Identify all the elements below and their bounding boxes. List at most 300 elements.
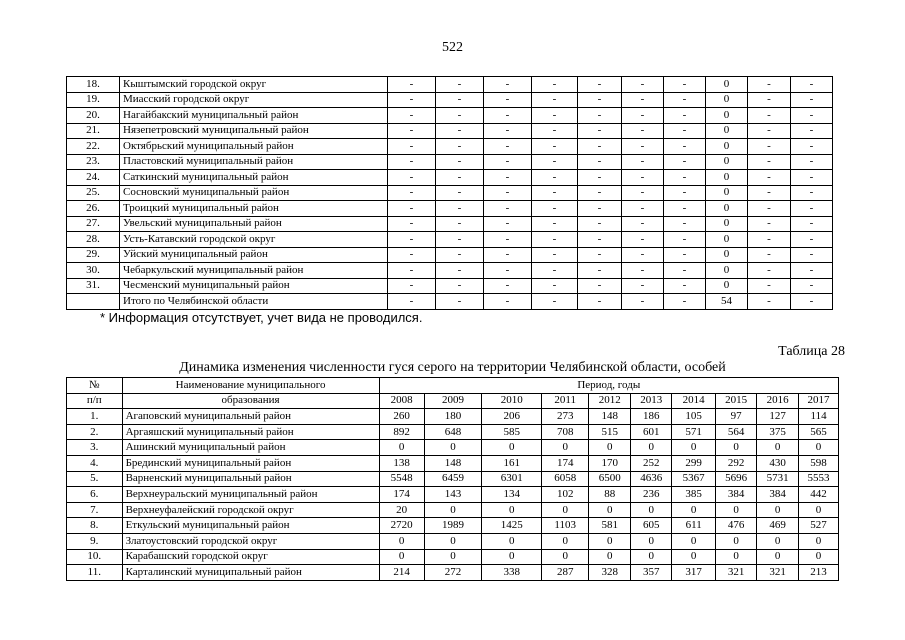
row-value: 708 [542, 424, 589, 440]
row-value: 0 [589, 533, 631, 549]
row-value: - [791, 201, 833, 217]
year-header: 2014 [672, 393, 716, 409]
row-value: 5731 [757, 471, 799, 487]
year-header: 2011 [542, 393, 589, 409]
row-value: - [532, 294, 578, 310]
row-value: - [622, 185, 664, 201]
row-value: - [388, 77, 436, 93]
row-number: 22. [67, 139, 120, 155]
row-value: - [484, 77, 532, 93]
row-value: - [664, 139, 706, 155]
row-value: - [388, 185, 436, 201]
row-value: 0 [706, 201, 748, 217]
row-name: Нязепетровский муниципальный район [120, 123, 388, 139]
row-value: - [436, 263, 484, 279]
row-value: - [532, 232, 578, 248]
row-value: - [532, 247, 578, 263]
row-value: 565 [799, 424, 839, 440]
row-value: - [748, 216, 791, 232]
row-value: - [436, 92, 484, 108]
row-number: 23. [67, 154, 120, 170]
row-value: - [532, 170, 578, 186]
row-value: 127 [757, 409, 799, 425]
table-row [67, 154, 833, 170]
row-number: 31. [67, 278, 120, 294]
row-value: - [532, 108, 578, 124]
row-value: - [532, 77, 578, 93]
row-value: - [791, 77, 833, 93]
row-number: 18. [67, 77, 120, 93]
header-num-cell-2 [67, 393, 123, 409]
row-value: - [791, 170, 833, 186]
table-row [67, 549, 839, 565]
row-number: 4. [67, 455, 123, 471]
row-value: - [791, 123, 833, 139]
row-value: - [748, 170, 791, 186]
row-value: 571 [672, 424, 716, 440]
row-value: - [436, 278, 484, 294]
row-value: - [484, 278, 532, 294]
row-value: - [791, 294, 833, 310]
row-value: 430 [757, 455, 799, 471]
row-value: - [664, 201, 706, 217]
row-value: 6301 [482, 471, 542, 487]
row-value: - [484, 232, 532, 248]
row-name: Увельский муниципальный район [120, 216, 388, 232]
row-value: 0 [706, 216, 748, 232]
row-value: 5548 [379, 471, 424, 487]
table-row [67, 502, 839, 518]
header-period: Период, годы [379, 378, 838, 394]
row-name: Сосновский муниципальный район [120, 185, 388, 201]
table-row [67, 424, 839, 440]
row-value: 252 [631, 455, 672, 471]
row-number: 9. [67, 533, 123, 549]
row-value: 0 [706, 77, 748, 93]
row-value: - [388, 201, 436, 217]
row-value: 138 [379, 455, 424, 471]
row-value: - [791, 216, 833, 232]
row-name: Троицкий муниципальный район [120, 201, 388, 217]
row-value: - [388, 216, 436, 232]
row-value: 605 [631, 518, 672, 534]
row-value: 1989 [424, 518, 482, 534]
row-value: 0 [424, 533, 482, 549]
row-value: - [532, 154, 578, 170]
row-value: 0 [631, 533, 672, 549]
row-name: Усть-Катавский городской округ [120, 232, 388, 248]
row-value: 20 [379, 502, 424, 518]
row-name: Верхнеуральский муниципальный район [122, 487, 379, 503]
row-value: 648 [424, 424, 482, 440]
row-value: 0 [379, 533, 424, 549]
row-value: - [484, 170, 532, 186]
row-value: 5696 [716, 471, 757, 487]
row-value: - [484, 185, 532, 201]
row-value: 321 [716, 565, 757, 581]
row-value: 0 [542, 533, 589, 549]
header-name-line1: Наименование муниципального [175, 378, 326, 391]
row-value: 148 [424, 455, 482, 471]
row-value: - [436, 185, 484, 201]
row-value: - [664, 170, 706, 186]
row-value: 102 [542, 487, 589, 503]
row-value: - [532, 278, 578, 294]
row-value: 317 [672, 565, 716, 581]
table-row [67, 409, 839, 425]
header-num-cell [67, 378, 123, 394]
row-name: Варненский муниципальный район [122, 471, 379, 487]
row-value: 0 [706, 123, 748, 139]
row-value: 1103 [542, 518, 589, 534]
row-value: - [532, 201, 578, 217]
row-value: 236 [631, 487, 672, 503]
row-value: 148 [589, 409, 631, 425]
row-value: - [791, 139, 833, 155]
row-number: 6. [67, 487, 123, 503]
row-value: - [748, 139, 791, 155]
row-value: 585 [482, 424, 542, 440]
table-row [67, 471, 839, 487]
row-value: - [748, 185, 791, 201]
row-name: Уйский муниципальный район [120, 247, 388, 263]
row-value: 273 [542, 409, 589, 425]
row-name: Брединский муниципальный район [122, 455, 379, 471]
table-row [67, 185, 833, 201]
row-value: - [791, 154, 833, 170]
row-value: 161 [482, 455, 542, 471]
row-value: - [532, 185, 578, 201]
row-value: - [578, 247, 622, 263]
page-number: 522 [442, 40, 463, 55]
row-name: Кыштымский городской округ [120, 77, 388, 93]
row-value: 0 [379, 440, 424, 456]
row-value: - [622, 154, 664, 170]
row-value: 0 [706, 278, 748, 294]
row-value: 0 [757, 533, 799, 549]
row-value: 206 [482, 409, 542, 425]
table-row [67, 77, 833, 93]
row-value: - [791, 108, 833, 124]
row-number: 3. [67, 440, 123, 456]
row-value: - [664, 77, 706, 93]
header-name-cell [122, 378, 379, 394]
row-value: 88 [589, 487, 631, 503]
year-header: 2015 [716, 393, 757, 409]
row-value: - [532, 92, 578, 108]
table-row [67, 518, 839, 534]
row-value: - [664, 263, 706, 279]
row-value: 328 [589, 565, 631, 581]
row-name: Еткульский муниципальный район [122, 518, 379, 534]
row-value: 0 [542, 549, 589, 565]
row-value: - [388, 294, 436, 310]
table-row [67, 92, 833, 108]
row-value: - [436, 139, 484, 155]
row-value: 292 [716, 455, 757, 471]
row-value: 0 [799, 549, 839, 565]
header-name-line2: образования [221, 394, 280, 407]
row-value: 601 [631, 424, 672, 440]
row-name: Аргаяшский муниципальный район [122, 424, 379, 440]
row-value: 375 [757, 424, 799, 440]
row-number: 2. [67, 424, 123, 440]
row-number: 24. [67, 170, 120, 186]
row-value: 170 [589, 455, 631, 471]
row-value: 54 [706, 294, 748, 310]
row-number: 20. [67, 108, 120, 124]
row-value: - [748, 92, 791, 108]
row-value: - [622, 123, 664, 139]
row-value: - [532, 123, 578, 139]
table-row [67, 201, 833, 217]
row-number: 19. [67, 92, 120, 108]
row-value: 0 [757, 549, 799, 565]
row-value: - [664, 123, 706, 139]
row-name: Агаповский муниципальный район [122, 409, 379, 425]
row-value: - [578, 185, 622, 201]
row-value: 134 [482, 487, 542, 503]
row-name: Нагайбакский муниципальный район [120, 108, 388, 124]
row-value: 321 [757, 565, 799, 581]
row-value: 0 [716, 549, 757, 565]
row-value: 1425 [482, 518, 542, 534]
row-value: - [484, 216, 532, 232]
row-value: - [748, 278, 791, 294]
row-name: Чебаркульский муниципальный район [120, 263, 388, 279]
row-value: 0 [672, 440, 716, 456]
row-value: 213 [799, 565, 839, 581]
row-value: 105 [672, 409, 716, 425]
row-value: - [532, 263, 578, 279]
row-value: - [484, 108, 532, 124]
row-value: - [748, 263, 791, 279]
row-number: 21. [67, 123, 120, 139]
row-value: 0 [631, 440, 672, 456]
row-value: - [388, 232, 436, 248]
row-value: 143 [424, 487, 482, 503]
row-value: - [791, 278, 833, 294]
row-value: 581 [589, 518, 631, 534]
row-value: - [436, 201, 484, 217]
row-value: - [748, 123, 791, 139]
row-value: 0 [706, 170, 748, 186]
year-header: 2012 [589, 393, 631, 409]
row-value: - [622, 77, 664, 93]
row-value: 0 [757, 502, 799, 518]
row-value: 0 [482, 549, 542, 565]
row-value: - [484, 247, 532, 263]
row-value: - [578, 154, 622, 170]
table-title: Динамика изменения численности гуся серого на территории Челябинской области, особей [179, 360, 726, 375]
row-value: - [622, 247, 664, 263]
row-value: 272 [424, 565, 482, 581]
row-value: 2720 [379, 518, 424, 534]
row-value: - [388, 263, 436, 279]
row-value: - [664, 216, 706, 232]
row-value: 0 [706, 232, 748, 248]
row-value: - [791, 263, 833, 279]
row-value: 0 [672, 549, 716, 565]
row-value: - [622, 263, 664, 279]
row-name: Пластовский муниципальный район [120, 154, 388, 170]
row-value: - [484, 92, 532, 108]
row-value: - [578, 294, 622, 310]
row-value: - [388, 123, 436, 139]
row-value: 0 [542, 502, 589, 518]
row-value: - [388, 170, 436, 186]
row-value: 0 [706, 263, 748, 279]
row-name: Златоустовский городской округ [122, 533, 379, 549]
table-row [67, 170, 833, 186]
row-value: - [664, 154, 706, 170]
row-number: 7. [67, 502, 123, 518]
row-value: 97 [716, 409, 757, 425]
row-name: Чесменский муниципальный район [120, 278, 388, 294]
row-value: - [436, 170, 484, 186]
row-value: 174 [542, 455, 589, 471]
row-number: 8. [67, 518, 123, 534]
row-value: 186 [631, 409, 672, 425]
row-value: 0 [799, 440, 839, 456]
row-number: 26. [67, 201, 120, 217]
row-value: - [664, 108, 706, 124]
row-value: 564 [716, 424, 757, 440]
header-name-cell-2 [122, 393, 379, 409]
row-number: 25. [67, 185, 120, 201]
row-value: 0 [757, 440, 799, 456]
row-value: 0 [716, 533, 757, 549]
table-row [67, 533, 839, 549]
row-value: - [436, 247, 484, 263]
year-header: 2017 [799, 393, 839, 409]
row-value: - [791, 92, 833, 108]
row-value: - [791, 247, 833, 263]
row-value: 0 [542, 440, 589, 456]
year-header: 2013 [631, 393, 672, 409]
year-header: 2016 [757, 393, 799, 409]
row-value: 469 [757, 518, 799, 534]
row-value: - [436, 294, 484, 310]
row-value: - [532, 216, 578, 232]
row-value: - [748, 247, 791, 263]
row-value: 6500 [589, 471, 631, 487]
row-name: Миасский городской округ [120, 92, 388, 108]
row-value: 0 [706, 92, 748, 108]
table-row [67, 455, 839, 471]
row-value: - [664, 278, 706, 294]
row-number [67, 294, 120, 310]
row-number: 5. [67, 471, 123, 487]
row-value: 299 [672, 455, 716, 471]
row-value: - [622, 139, 664, 155]
row-value: - [484, 123, 532, 139]
row-value: 357 [631, 565, 672, 581]
row-number: 27. [67, 216, 120, 232]
row-value: - [532, 139, 578, 155]
row-value: - [578, 216, 622, 232]
row-value: 260 [379, 409, 424, 425]
row-value: 892 [379, 424, 424, 440]
row-value: - [748, 294, 791, 310]
row-value: 0 [706, 247, 748, 263]
row-value: 287 [542, 565, 589, 581]
row-value: - [748, 232, 791, 248]
table-label: Таблица 28 [778, 344, 845, 359]
row-value: - [578, 77, 622, 93]
row-value: - [484, 263, 532, 279]
row-name: Верхнеуфалейский городской округ [122, 502, 379, 518]
row-value: - [436, 108, 484, 124]
row-value: - [578, 139, 622, 155]
row-value: 0 [424, 549, 482, 565]
row-value: 0 [672, 502, 716, 518]
table-row [67, 294, 833, 310]
row-value: - [436, 216, 484, 232]
table-row [67, 123, 833, 139]
row-value: 0 [799, 502, 839, 518]
row-value: - [664, 185, 706, 201]
row-value: - [791, 185, 833, 201]
table-row [67, 278, 833, 294]
row-value: 598 [799, 455, 839, 471]
row-value: 0 [482, 502, 542, 518]
row-name: Карабашский городской округ [122, 549, 379, 565]
row-value: - [388, 92, 436, 108]
row-value: 338 [482, 565, 542, 581]
row-value: - [388, 139, 436, 155]
row-value: 174 [379, 487, 424, 503]
row-value: 5367 [672, 471, 716, 487]
row-value: - [748, 108, 791, 124]
row-value: 385 [672, 487, 716, 503]
row-value: 0 [589, 502, 631, 518]
row-name: Ашинский муниципальный район [122, 440, 379, 456]
row-value: - [436, 77, 484, 93]
row-value: 476 [716, 518, 757, 534]
row-value: - [436, 154, 484, 170]
row-value: - [484, 201, 532, 217]
row-value: 0 [379, 549, 424, 565]
year-header: 2009 [424, 393, 482, 409]
table-row [67, 216, 833, 232]
row-value: - [436, 123, 484, 139]
row-value: 515 [589, 424, 631, 440]
row-value: 0 [799, 533, 839, 549]
row-value: 0 [706, 108, 748, 124]
row-value: 114 [799, 409, 839, 425]
row-value: - [578, 201, 622, 217]
row-value: - [748, 77, 791, 93]
row-value: 611 [672, 518, 716, 534]
row-value: 5553 [799, 471, 839, 487]
row-value: 0 [482, 440, 542, 456]
row-value: - [664, 92, 706, 108]
row-value: 0 [706, 185, 748, 201]
row-number: 28. [67, 232, 120, 248]
table-row [67, 232, 833, 248]
row-value: 384 [716, 487, 757, 503]
row-value: - [622, 92, 664, 108]
row-value: - [578, 92, 622, 108]
row-value: 0 [631, 549, 672, 565]
row-name: Итого по Челябинской области [120, 294, 388, 310]
table-row [67, 487, 839, 503]
row-value: 6058 [542, 471, 589, 487]
row-number: 30. [67, 263, 120, 279]
row-value: 0 [631, 502, 672, 518]
row-value: - [664, 247, 706, 263]
